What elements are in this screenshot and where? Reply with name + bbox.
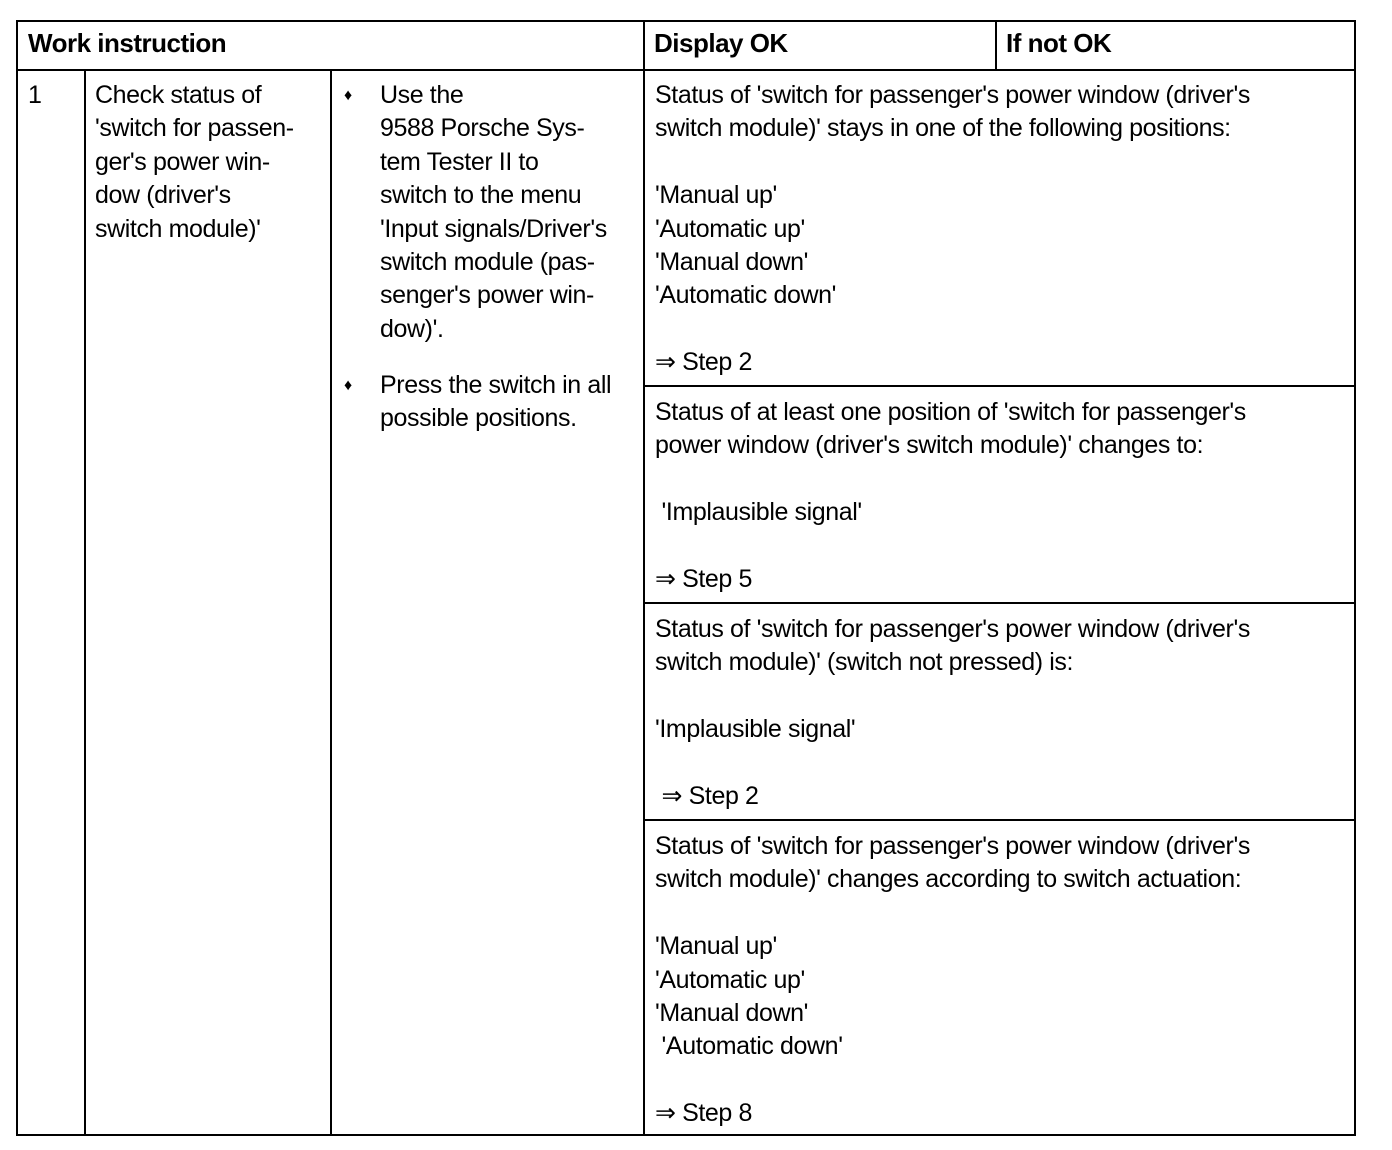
- text-line: Status of 'switch for passenger's power window (driver's: [655, 615, 1250, 643]
- header-work-instruction: Work instruction: [28, 28, 227, 58]
- text-line: [655, 747, 1250, 780]
- result-cell: [655, 396, 1246, 596]
- text-line: [655, 463, 1246, 496]
- text-line: Status of 'switch for passenger's power window (driver's: [655, 832, 1250, 860]
- text-line: switch to the menu: [380, 181, 582, 210]
- text-line: Status of 'switch for passenger's power window (driver's: [655, 81, 1250, 109]
- header-display-ok: Display OK: [654, 28, 788, 58]
- text-line: switch module (pas-: [380, 247, 595, 276]
- text-line: [655, 146, 1250, 179]
- divider: [995, 22, 997, 70]
- text-line: 'switch for passen-: [95, 114, 294, 143]
- text-line: [655, 1064, 1250, 1097]
- divider: [18, 69, 1354, 71]
- text-line: [655, 530, 1246, 563]
- text-line: 'Manual down': [655, 247, 809, 276]
- text-line: 'Input signals/Driver's: [380, 214, 607, 243]
- step-number: 1: [28, 81, 42, 109]
- text-line: Check status of: [95, 81, 262, 109]
- result-cell: [655, 830, 1250, 1131]
- text-line: Press the switch in all: [380, 371, 612, 399]
- text-line: ⇒ Step 8: [655, 1099, 752, 1128]
- divider: [643, 22, 645, 1134]
- text-line: Status of at least one position of 'switch for passenger's: [655, 398, 1246, 426]
- result-cell: [655, 613, 1250, 813]
- text-line: power window (driver's switch module)' changes to:: [655, 431, 1204, 460]
- text-line: ⇒ Step 2: [655, 781, 759, 810]
- action-item: [380, 79, 607, 346]
- text-line: Use the: [380, 81, 464, 109]
- header-if-not-ok: If not OK: [1006, 28, 1112, 58]
- work-instruction-table: [16, 20, 1356, 1136]
- text-line: ⇒ Step 5: [655, 564, 752, 593]
- text-line: 'Manual up': [655, 932, 777, 961]
- text-line: 'Automatic down': [655, 281, 837, 310]
- divider: [330, 70, 332, 1134]
- action-item: [380, 369, 611, 436]
- divider: [643, 385, 1354, 387]
- text-line: [655, 313, 1250, 346]
- text-line: tem Tester II to: [380, 147, 539, 176]
- text-line: 'Manual down': [655, 998, 809, 1027]
- text-line: [655, 897, 1250, 930]
- text-line: 'Automatic up': [655, 965, 805, 994]
- divider: [643, 819, 1354, 821]
- text-line: 'Manual up': [655, 181, 777, 210]
- text-line: 'Implausible signal': [655, 498, 862, 527]
- text-line: switch module)': [95, 214, 261, 243]
- text-line: ger's power win-: [95, 147, 270, 176]
- result-cell: [655, 79, 1250, 380]
- text-line: [655, 680, 1250, 713]
- bullet-icon: ♦: [344, 87, 353, 104]
- text-line: switch module)' (switch not pressed) is:: [655, 648, 1074, 677]
- divider: [84, 70, 86, 1134]
- divider: [643, 602, 1354, 604]
- text-line: dow (driver's: [95, 181, 231, 210]
- bullet-icon: ♦: [344, 377, 353, 394]
- text-line: switch module)' changes according to switch actuation:: [655, 865, 1242, 894]
- text-line: 'Implausible signal': [655, 715, 856, 744]
- text-line: possible positions.: [380, 404, 577, 433]
- text-line: switch module)' stays in one of the following positions:: [655, 114, 1231, 143]
- text-line: 9588 Porsche Sys-: [380, 114, 585, 143]
- text-line: senger's power win-: [380, 281, 594, 310]
- text-line: dow)'.: [380, 314, 444, 343]
- text-line: 'Automatic down': [655, 1032, 843, 1061]
- text-line: 'Automatic up': [655, 214, 805, 243]
- text-line: ⇒ Step 2: [655, 348, 752, 377]
- step-description: [95, 79, 294, 246]
